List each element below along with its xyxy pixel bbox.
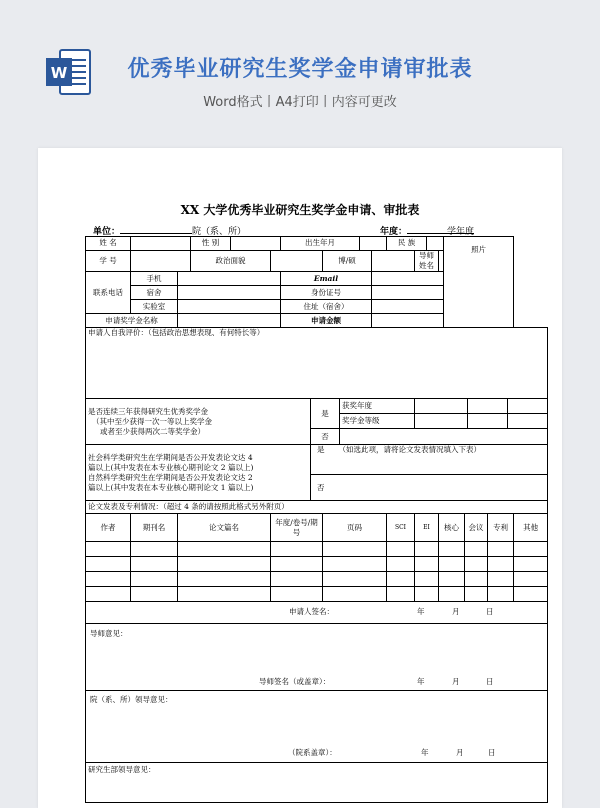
papers-header-sci: SCI (387, 514, 415, 542)
advisor-date-month: 月 (452, 677, 460, 687)
award-year-label: 获奖年度 (340, 399, 415, 414)
paper-row (86, 572, 548, 587)
papers-yes-option[interactable]: 是 （如选此项，请将论文发表情况填入下表） (311, 445, 548, 475)
advisor-opinion-label: 导师意见： (90, 629, 128, 639)
consecutive-no-option[interactable]: 否 (311, 429, 340, 445)
advisor-opinion-box[interactable] (86, 624, 548, 691)
contact-label: 联系电话 (86, 272, 131, 314)
political-label: 政治面貌 (191, 251, 271, 272)
papers-criteria: 社会科学类研究生在学期间是否公开发表论文达 4 篇以上(其中发表在本专业核心期刊论文 2 篇以上) 自然科学类研究生在学期间是否公开发表论文达 2 篇以上(其中发表在本专业核心期刊论文 1 篇以上) (86, 445, 311, 501)
address-field[interactable] (372, 300, 465, 314)
dept-opinion-label: 院（系、所）领导意见： (90, 695, 173, 705)
photo-box[interactable]: 照片 (444, 237, 514, 328)
year-label: 年度： 学年度 (380, 224, 474, 237)
degree-label: 博/硕 (323, 251, 372, 272)
amount-label: 申请金额 (281, 314, 372, 328)
grad-office-opinion-label: 研究生部领导意见： (88, 765, 156, 775)
dorm-label: 宿舍 (131, 286, 178, 300)
consecutive-no-field (340, 429, 548, 445)
consecutive-yes-option[interactable]: 是 (311, 399, 340, 429)
advisor-date-day: 日 (486, 677, 494, 687)
student-id-label: 学 号 (86, 251, 131, 272)
award-level-label: 奖学金等级 (340, 414, 415, 429)
dept-seal-label: （院系盖章）： (288, 748, 337, 758)
scholarship-name-label: 申请奖学金名称 (86, 314, 178, 328)
consecutive-criteria: 是否连续三年获得研究生优秀奖学金 （其中至少获得一次一等以上奖学金 或者至少获得两次二等奖学金） (86, 399, 311, 445)
amount-field[interactable] (372, 314, 465, 328)
lab-field[interactable] (178, 300, 281, 314)
name-field[interactable] (131, 237, 191, 251)
award-year-field-2[interactable] (468, 399, 508, 414)
award-level-field-3[interactable] (508, 414, 548, 429)
advisor-sign-label: 导师签名（或盖章）： (259, 677, 331, 687)
papers-header-conference: 会议 (465, 514, 488, 542)
name-label: 姓 名 (86, 237, 131, 251)
email-label: Email (281, 272, 372, 286)
page-header (0, 0, 600, 150)
papers-header-title: 论文篇名 (178, 514, 271, 542)
papers-header-patent: 专利 (488, 514, 514, 542)
award-year-field-3[interactable] (508, 399, 548, 414)
dorm-field[interactable] (178, 286, 281, 300)
advisor-date-year: 年 (417, 677, 425, 687)
papers-section-title: 论文发表及专利情况：（超过 4 条的请按照此格式另外附页） (86, 501, 548, 514)
ethnic-field[interactable] (427, 237, 444, 251)
papers-header-author: 作者 (86, 514, 131, 542)
award-year-field-1[interactable] (415, 399, 468, 414)
papers-header-core: 核心 (439, 514, 465, 542)
gender-field[interactable] (231, 237, 281, 251)
application-form-table (85, 236, 548, 803)
papers-header-journal: 期刊名 (131, 514, 178, 542)
paper-row (86, 557, 548, 572)
papers-header-other: 其他 (514, 514, 548, 542)
papers-no-option[interactable]: 否 (311, 475, 548, 501)
address-label: 住址（宿舍） (281, 300, 372, 314)
mobile-label: 手机 (131, 272, 178, 286)
papers-header-pages: 页码 (323, 514, 387, 542)
papers-header-volume: 年度/卷号/期号 (271, 514, 323, 542)
unit-label: 单位： 院（系、所） (93, 224, 246, 237)
degree-field[interactable] (372, 251, 415, 272)
mobile-field[interactable] (178, 272, 281, 286)
dept-date-day: 日 (488, 748, 496, 758)
ethnic-label: 民 族 (387, 237, 427, 251)
grad-office-opinion-box[interactable] (86, 763, 548, 803)
papers-header-row (86, 514, 548, 542)
birth-label: 出生年月 (281, 237, 360, 251)
political-field[interactable] (271, 251, 323, 272)
student-id-field[interactable] (131, 251, 191, 272)
document-title: XX 大学优秀毕业研究生奖学金申请、审批表 (180, 203, 420, 217)
dept-date-year: 年 (421, 748, 429, 758)
id-card-field[interactable] (372, 286, 465, 300)
award-level-field-2[interactable] (468, 414, 508, 429)
date-day: 日 (486, 607, 494, 617)
applicant-sign-label: 申请人签名： (289, 607, 334, 617)
dept-opinion-box[interactable] (86, 691, 548, 763)
paper-row (86, 587, 548, 602)
advisor-label: 导师姓名 (415, 251, 439, 272)
birth-field[interactable] (360, 237, 387, 251)
dept-date-month: 月 (456, 748, 464, 758)
id-card-label: 身份证号 (281, 286, 372, 300)
award-level-field-1[interactable] (415, 414, 468, 429)
gender-label: 性 别 (191, 237, 231, 251)
page-subtitle: Word格式丨A4打印丨内容可更改 (203, 95, 397, 110)
date-month: 月 (452, 607, 460, 617)
paper-row (86, 542, 548, 557)
papers-header-ei: EI (415, 514, 439, 542)
lab-label: 实验室 (131, 300, 178, 314)
self-evaluation-field[interactable]: 申请人自我评价：（包括政治思想表现、有何特长等） (86, 328, 548, 399)
svg-text:W: W (50, 64, 68, 82)
page-title: 优秀毕业研究生奖学金申请审批表 (127, 57, 473, 82)
applicant-signature-row[interactable] (86, 602, 548, 624)
advisor-field[interactable] (439, 251, 465, 272)
scholarship-name-field[interactable] (178, 314, 281, 328)
document-page (38, 148, 562, 808)
email-field[interactable] (372, 272, 465, 286)
date-year: 年 (417, 607, 425, 617)
